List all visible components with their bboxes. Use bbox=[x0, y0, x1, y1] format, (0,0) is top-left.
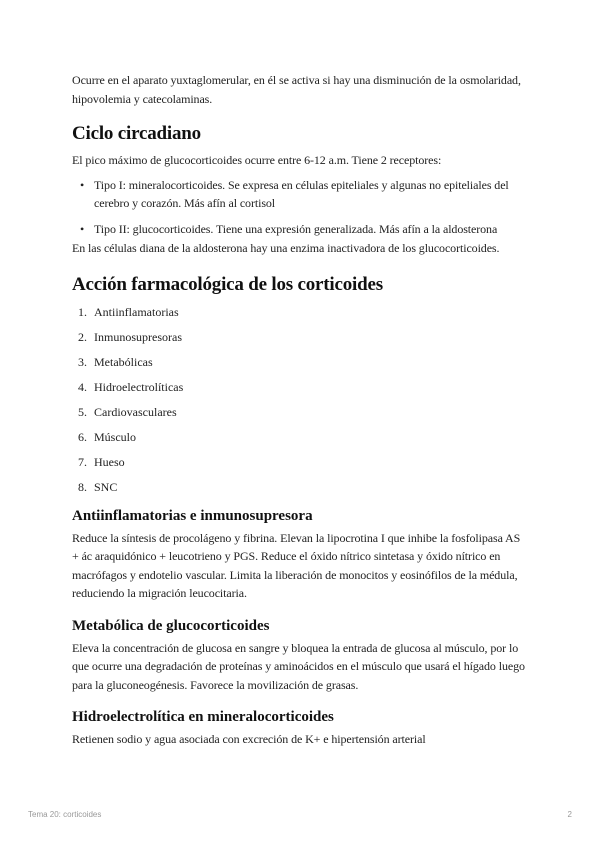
document-page bbox=[72, 71, 528, 749]
metabolica-paragraph: Eleva la concentración de glucosa en sangre y bloquea la entrada de glucosa al músculo, por lo que ocurre una degradación de proteínas y aminoácidos en el músculo que usará el hígado luego para la gluconeogénesis. Favorece la movilización de grasas. bbox=[72, 640, 525, 692]
list-item bbox=[72, 353, 528, 378]
list-item bbox=[72, 453, 528, 478]
bullet-icon: • bbox=[80, 177, 85, 192]
list-number: 1. bbox=[78, 304, 87, 319]
list-number: 3. bbox=[78, 354, 87, 369]
list-label: Músculo bbox=[94, 429, 136, 444]
hidroelectrolitica-paragraph: Retienen sodio y agua asociada con excreción de K+ e hipertensión arterial bbox=[72, 732, 426, 746]
list-number: 8. bbox=[78, 479, 87, 494]
hidroelectrolitica-heading: Hidroelectrolítica en mineralocorticoides bbox=[72, 709, 334, 725]
footer-title: Tema 20: corticoides bbox=[28, 810, 102, 819]
list-item bbox=[72, 478, 528, 503]
list-label: Metabólicas bbox=[94, 354, 153, 369]
list-number: 5. bbox=[78, 404, 87, 419]
list-number: 2. bbox=[78, 329, 87, 344]
list-label: Antiinflamatorias bbox=[94, 304, 179, 319]
list-number: 7. bbox=[78, 454, 87, 469]
accion-list bbox=[72, 303, 528, 503]
list-item bbox=[72, 303, 528, 328]
ciclo-paragraph: El pico máximo de glucocorticoides ocurre entre 6-12 a.m. Tiene 2 receptores: bbox=[72, 153, 442, 167]
receptor-item-1: Tipo I: mineralocorticoides. Se expresa en células epiteliales y algunas no epiteliales del cerebro y corazón. Más afín al cortisol bbox=[94, 177, 509, 210]
list-label: SNC bbox=[94, 479, 118, 494]
list-item bbox=[72, 428, 528, 453]
ciclo-heading: Ciclo circadiano bbox=[72, 123, 201, 144]
list-label: Hidroelectrolíticas bbox=[94, 379, 184, 394]
list-item bbox=[72, 403, 528, 428]
accion-heading: Acción farmacológica de los corticoides bbox=[72, 273, 383, 295]
antiinflamatorias-paragraph: Reduce la síntesis de procolágeno y fibrina. Elevan la lipocrotina I que inhibe la fosfolipasa AS + ác araquidónico + leucotrieno y PGS. Reduce el óxido nítrico sintetasa y óxido nítrico en macrófagos y endotelio vascular. Limita la liberación de monocitos y eosinófilos de la médula, reduciendo la migración leucocitaria. bbox=[72, 530, 521, 600]
list-item bbox=[72, 220, 528, 239]
page-number: 2 bbox=[567, 810, 572, 819]
receptor-list bbox=[72, 176, 528, 239]
list-number: 4. bbox=[78, 379, 87, 394]
list-label: Inmunosupresoras bbox=[94, 329, 182, 344]
list-item bbox=[72, 378, 528, 403]
list-item bbox=[72, 328, 528, 353]
list-label: Cardiovasculares bbox=[94, 404, 177, 419]
list-label: Hueso bbox=[94, 454, 125, 469]
ciclo-closing-paragraph: En las células diana de la aldosterona hay una enzima inactivadora de los glucocorticoides. bbox=[72, 241, 500, 255]
antiinflamatorias-heading: Antiinflamatorias e inmunosupresora bbox=[72, 507, 313, 524]
bullet-icon: • bbox=[80, 221, 85, 236]
metabolica-heading: Metabólica de glucocorticoides bbox=[72, 617, 270, 634]
receptor-item-2: Tipo II: glucocorticoides. Tiene una expresión generalizada. Más afín a la aldosterona bbox=[94, 221, 498, 236]
intro-paragraph: Ocurre en el aparato yuxtaglomerular, en él se activa si hay una disminución de la osmolaridad, hipovolemia y catecolaminas. bbox=[72, 73, 521, 106]
list-number: 6. bbox=[78, 429, 87, 444]
list-item bbox=[72, 176, 528, 213]
